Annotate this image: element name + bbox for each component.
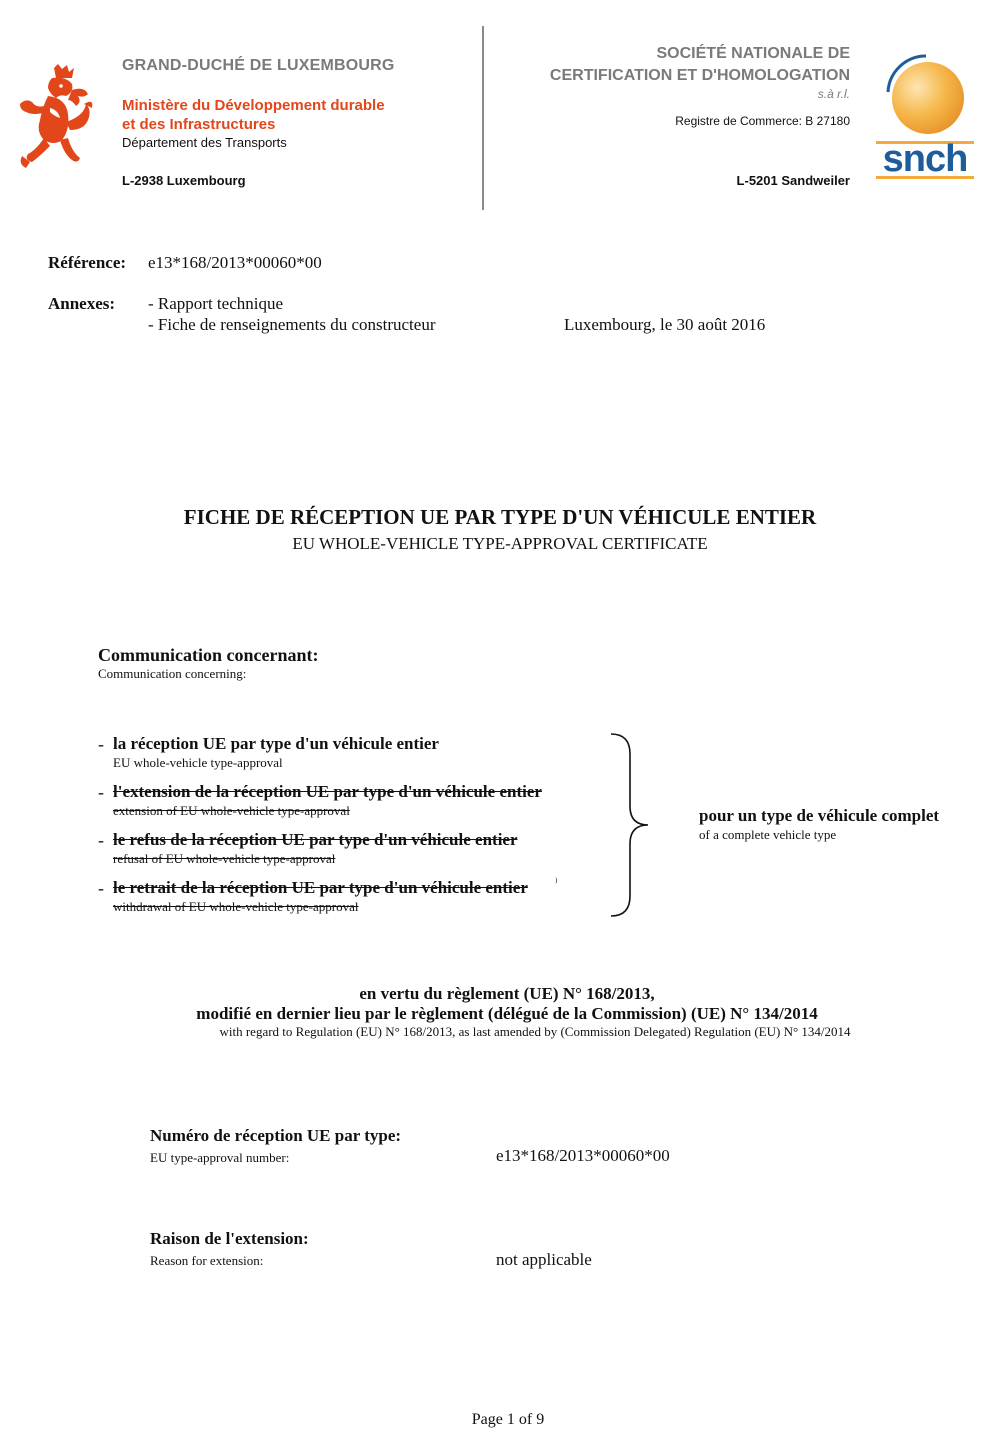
- option-approval-fr: la réception UE par type d'un véhicule entier: [113, 734, 439, 753]
- annex-item: - Rapport technique: [148, 294, 284, 313]
- regulation-line1: en vertu du règlement (UE) N° 168/2013,: [359, 984, 655, 1003]
- company-registry: Registre de Commerce: B 27180: [675, 114, 850, 128]
- country-name: GRAND-DUCHÉ DE LUXEMBOURG: [122, 57, 395, 74]
- communication-heading: Communication concernant:: [98, 645, 319, 665]
- option-refusal-fr: le refus de la réception UE par type d'un véhicule entier: [113, 830, 518, 849]
- company-name-line1: SOCIÉTÉ NATIONALE DE: [656, 45, 850, 62]
- communication-heading-en: Communication concerning:: [98, 666, 247, 681]
- brace-label-en: of a complete vehicle type: [699, 827, 837, 842]
- option-extension-fr: l'extension de la réception UE par type d'un véhicule entier: [113, 782, 542, 801]
- company-legal-form: s.à r.l.: [817, 87, 850, 101]
- approval-number-label-en: EU type-approval number:: [150, 1150, 290, 1165]
- reference-label: Référence:: [48, 253, 127, 272]
- certificate-title: FICHE DE RÉCEPTION UE PAR TYPE D'UN VÉHICULE ENTIER: [183, 505, 817, 529]
- company-address: L-5201 Sandweiler: [736, 173, 850, 188]
- reference-value: e13*168/2013*00060*00: [148, 253, 322, 272]
- ministry-address: L-2938 Luxembourg: [122, 173, 246, 188]
- option-withdrawal-en: withdrawal of EU whole-vehicle type-approval: [113, 899, 359, 914]
- certificate-subtitle: EU WHOLE-VEHICLE TYPE-APPROVAL CERTIFICATE: [292, 534, 708, 553]
- option-bullet: -: [98, 878, 104, 898]
- header-divider: [482, 26, 484, 210]
- brace-label: pour un type de véhicule complet: [699, 806, 940, 825]
- company-name-line2: CERTIFICATION ET D'HOMOLOGATION: [549, 67, 850, 84]
- option-bullet: -: [98, 782, 104, 802]
- ministry-name-line1: Ministère du Développement durable: [122, 97, 385, 114]
- extension-reason-label-en: Reason for extension:: [150, 1253, 264, 1268]
- document-date: Luxembourg, le 30 août 2016: [564, 315, 766, 334]
- approval-number-label: Numéro de réception UE par type:: [150, 1126, 402, 1145]
- ministry-name-line2: et des Infrastructures: [122, 116, 276, 133]
- footnote-mark: ⁾: [555, 877, 558, 889]
- option-withdrawal-fr: le retrait de la réception UE par type d'un véhicule entier: [113, 878, 528, 897]
- option-approval-en: EU whole-vehicle type-approval: [113, 755, 283, 770]
- regulation-line-en: with regard to Regulation (EU) N° 168/2013, as last amended by (Commission Delegated) Regulation (EU) N° 134/2014: [219, 1024, 851, 1039]
- option-refusal-en: refusal of EU whole-vehicle type-approval: [113, 851, 336, 866]
- page-number: Page 1 of 9: [471, 1411, 545, 1428]
- option-extension-en: extension of EU whole-vehicle type-approval: [113, 803, 350, 818]
- snch-logo-text: snch: [882, 138, 968, 180]
- option-bullet: -: [98, 830, 104, 850]
- right-brace: [608, 732, 656, 918]
- annexes-label: Annexes:: [48, 294, 116, 313]
- approval-number-value: e13*168/2013*00060*00: [496, 1146, 670, 1165]
- regulation-line2: modifié en dernier lieu par le règlement (délégué de la Commission) (UE) N° 134/2014: [196, 1004, 818, 1023]
- extension-reason-label: Raison de l'extension:: [150, 1229, 309, 1248]
- department-name: Département des Transports: [122, 135, 287, 150]
- luxembourg-lion-logo: [14, 64, 96, 172]
- extension-reason-value: not applicable: [496, 1250, 592, 1269]
- snch-logo: [874, 52, 978, 184]
- option-bullet: -: [98, 734, 104, 754]
- annex-item: - Fiche de renseignements du constructeur: [148, 315, 436, 334]
